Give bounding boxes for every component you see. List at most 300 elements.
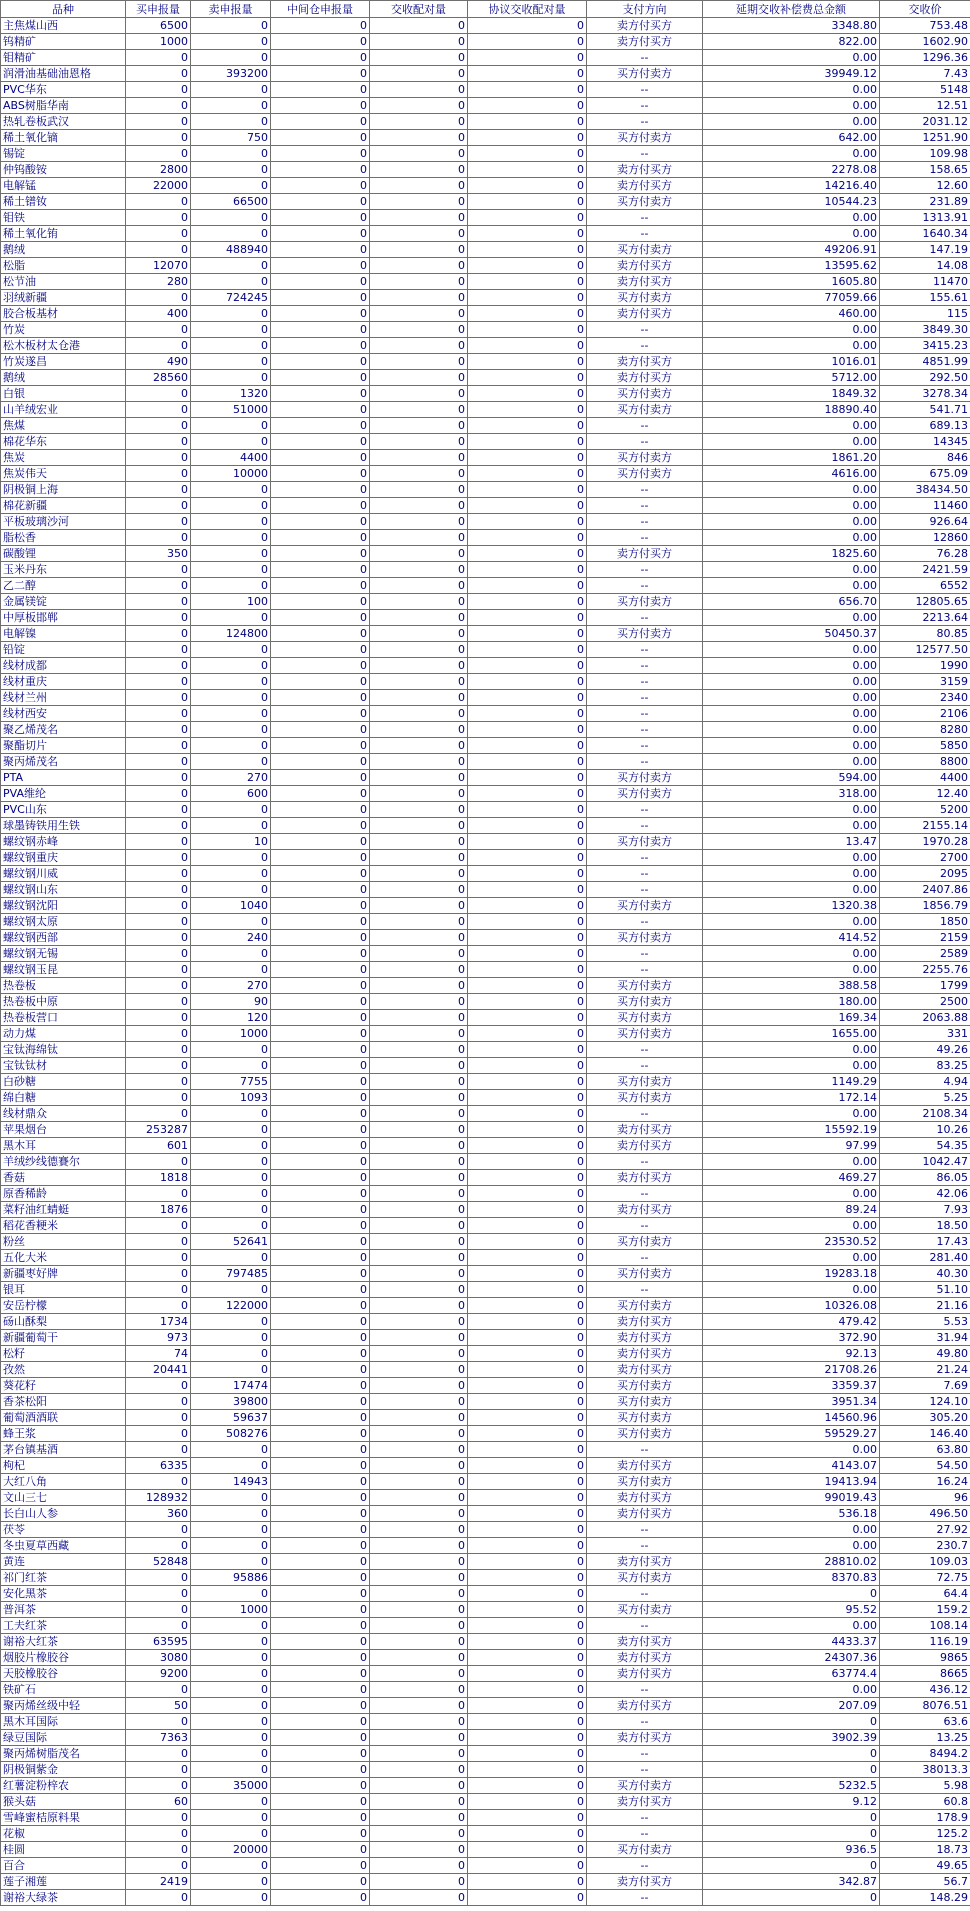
cell-pay-direction: 买方付卖方 [587, 450, 703, 466]
cell-pay-direction: -- [587, 1154, 703, 1170]
table-row [1, 1474, 970, 1490]
cell-matched-qty: 0 [370, 1090, 468, 1106]
cell-matched-qty: 0 [370, 1330, 468, 1346]
cell-sell-qty: 0 [191, 1746, 271, 1762]
cell-buy-qty: 0 [126, 722, 191, 738]
cell-variety: 安化黑茶 [1, 1586, 126, 1602]
cell-pay-direction: 买方付卖方 [587, 402, 703, 418]
cell-variety: 冬虫夏草西藏 [1, 1538, 126, 1554]
cell-matched-qty: 0 [370, 1490, 468, 1506]
table-row [1, 1410, 970, 1426]
cell-sell-qty: 1000 [191, 1602, 271, 1618]
cell-pay-direction: -- [587, 658, 703, 674]
table-body [1, 18, 970, 1906]
cell-variety: 谢裕大红茶 [1, 1634, 126, 1650]
cell-sell-qty: 0 [191, 882, 271, 898]
cell-sell-qty: 0 [191, 338, 271, 354]
cell-compensation-total: 23530.52 [703, 1234, 880, 1250]
cell-compensation-total: 656.70 [703, 594, 880, 610]
cell-delivery-price: 10.26 [880, 1122, 970, 1138]
cell-delivery-price: 109.03 [880, 1554, 970, 1570]
cell-pay-direction: 买方付卖方 [587, 1074, 703, 1090]
cell-sell-qty: 0 [191, 658, 271, 674]
table-row [1, 450, 970, 466]
cell-buy-qty: 0 [126, 1570, 191, 1586]
cell-delivery-price: 109.98 [880, 146, 970, 162]
cell-compensation-total: 0.00 [703, 1522, 880, 1538]
table-row [1, 1698, 970, 1714]
cell-compensation-total: 0.00 [703, 514, 880, 530]
cell-matched-qty: 0 [370, 130, 468, 146]
table-row [1, 786, 970, 802]
cell-sell-qty: 0 [191, 1138, 271, 1154]
cell-compensation-total: 0.00 [703, 946, 880, 962]
cell-sell-qty: 0 [191, 1762, 271, 1778]
cell-agreement-qty: 0 [468, 770, 587, 786]
cell-agreement-qty: 0 [468, 386, 587, 402]
table-row [1, 1362, 970, 1378]
cell-compensation-total: 936.5 [703, 1842, 880, 1858]
cell-middle-qty: 0 [271, 722, 370, 738]
cell-variety: 松木板材太仓港 [1, 338, 126, 354]
cell-delivery-price: 12.60 [880, 178, 970, 194]
cell-matched-qty: 0 [370, 1314, 468, 1330]
cell-agreement-qty: 0 [468, 962, 587, 978]
cell-pay-direction: 卖方付买方 [587, 1730, 703, 1746]
cell-variety: 铁矿石 [1, 1682, 126, 1698]
cell-delivery-price: 2106 [880, 706, 970, 722]
cell-compensation-total: 0.00 [703, 1106, 880, 1122]
cell-delivery-price: 12.51 [880, 98, 970, 114]
table-row [1, 834, 970, 850]
cell-buy-qty: 400 [126, 306, 191, 322]
cell-compensation-total: 13.47 [703, 834, 880, 850]
cell-middle-qty: 0 [271, 146, 370, 162]
cell-matched-qty: 0 [370, 1298, 468, 1314]
cell-middle-qty: 0 [271, 754, 370, 770]
table-row [1, 274, 970, 290]
cell-agreement-qty: 0 [468, 1010, 587, 1026]
cell-matched-qty: 0 [370, 1362, 468, 1378]
cell-buy-qty: 0 [126, 194, 191, 210]
table-row [1, 1218, 970, 1234]
table-row [1, 50, 970, 66]
cell-variety: 仲钨酸铵 [1, 162, 126, 178]
cell-agreement-qty: 0 [468, 370, 587, 386]
cell-sell-qty: 0 [191, 1362, 271, 1378]
cell-agreement-qty: 0 [468, 1266, 587, 1282]
cell-middle-qty: 0 [271, 1122, 370, 1138]
table-row [1, 1426, 970, 1442]
cell-variety: 菜籽油红蜻蜓 [1, 1202, 126, 1218]
cell-variety: 球墨铸铁用生铁 [1, 818, 126, 834]
cell-middle-qty: 0 [271, 1474, 370, 1490]
cell-agreement-qty: 0 [468, 1218, 587, 1234]
cell-middle-qty: 0 [271, 914, 370, 930]
table-row [1, 738, 970, 754]
cell-sell-qty: 0 [191, 146, 271, 162]
cell-middle-qty: 0 [271, 210, 370, 226]
cell-variety: 主焦煤山西 [1, 18, 126, 34]
cell-delivery-price: 60.8 [880, 1794, 970, 1810]
cell-sell-qty: 120 [191, 1010, 271, 1026]
cell-variety: 雪峰蜜桔原料果 [1, 1810, 126, 1826]
cell-middle-qty: 0 [271, 1426, 370, 1442]
table-row [1, 1266, 970, 1282]
cell-delivery-price: 8076.51 [880, 1698, 970, 1714]
cell-sell-qty: 0 [191, 1794, 271, 1810]
table-row [1, 1250, 970, 1266]
cell-delivery-price: 6552 [880, 578, 970, 594]
cell-delivery-price: 2155.14 [880, 818, 970, 834]
table-row [1, 498, 970, 514]
cell-middle-qty: 0 [271, 1826, 370, 1842]
cell-pay-direction: 买方付卖方 [587, 1778, 703, 1794]
cell-pay-direction: -- [587, 1218, 703, 1234]
cell-matched-qty: 0 [370, 658, 468, 674]
table-row [1, 898, 970, 914]
cell-delivery-price: 2589 [880, 946, 970, 962]
cell-pay-direction: 卖方付买方 [587, 1330, 703, 1346]
cell-middle-qty: 0 [271, 802, 370, 818]
table-row [1, 194, 970, 210]
cell-matched-qty: 0 [370, 34, 468, 50]
cell-variety: 鹅绒 [1, 242, 126, 258]
cell-buy-qty: 1876 [126, 1202, 191, 1218]
cell-sell-qty: 0 [191, 114, 271, 130]
cell-delivery-price: 2031.12 [880, 114, 970, 130]
cell-buy-qty: 20441 [126, 1362, 191, 1378]
cell-matched-qty: 0 [370, 690, 468, 706]
cell-pay-direction: 卖方付买方 [587, 1554, 703, 1570]
cell-variety: 砀山酥梨 [1, 1314, 126, 1330]
cell-matched-qty: 0 [370, 706, 468, 722]
cell-middle-qty: 0 [271, 1266, 370, 1282]
cell-variety: 平板玻璃沙河 [1, 514, 126, 530]
cell-delivery-price: 12860 [880, 530, 970, 546]
table-row [1, 226, 970, 242]
cell-matched-qty: 0 [370, 1682, 468, 1698]
cell-compensation-total: 4433.37 [703, 1634, 880, 1650]
cell-variety: ABS树脂华南 [1, 98, 126, 114]
cell-matched-qty: 0 [370, 1730, 468, 1746]
cell-pay-direction: 买方付卖方 [587, 290, 703, 306]
cell-matched-qty: 0 [370, 722, 468, 738]
cell-compensation-total: 0.00 [703, 226, 880, 242]
cell-delivery-price: 231.89 [880, 194, 970, 210]
cell-delivery-price: 146.40 [880, 1426, 970, 1442]
cell-delivery-price: 292.50 [880, 370, 970, 386]
cell-delivery-price: 49.65 [880, 1858, 970, 1874]
cell-middle-qty: 0 [271, 50, 370, 66]
cell-pay-direction: 卖方付买方 [587, 1698, 703, 1714]
cell-compensation-total: 0.00 [703, 690, 880, 706]
cell-buy-qty: 0 [126, 1074, 191, 1090]
cell-buy-qty: 490 [126, 354, 191, 370]
cell-variety: 润滑油基础油恩格 [1, 66, 126, 82]
cell-variety: 松节油 [1, 274, 126, 290]
cell-buy-qty: 0 [126, 802, 191, 818]
cell-middle-qty: 0 [271, 1026, 370, 1042]
cell-middle-qty: 0 [271, 994, 370, 1010]
cell-sell-qty: 0 [191, 18, 271, 34]
cell-compensation-total: 0.00 [703, 1154, 880, 1170]
cell-delivery-price: 1296.36 [880, 50, 970, 66]
cell-middle-qty: 0 [271, 866, 370, 882]
cell-middle-qty: 0 [271, 114, 370, 130]
cell-sell-qty: 0 [191, 498, 271, 514]
cell-matched-qty: 0 [370, 1666, 468, 1682]
cell-delivery-price: 689.13 [880, 418, 970, 434]
cell-buy-qty: 0 [126, 1890, 191, 1906]
cell-variety: 热轧卷板武汉 [1, 114, 126, 130]
cell-agreement-qty: 0 [468, 1234, 587, 1250]
cell-compensation-total: 0.00 [703, 1250, 880, 1266]
table-row [1, 1602, 970, 1618]
cell-delivery-price: 11460 [880, 498, 970, 514]
cell-agreement-qty: 0 [468, 1618, 587, 1634]
table-row [1, 402, 970, 418]
cell-pay-direction: -- [587, 514, 703, 530]
cell-matched-qty: 0 [370, 178, 468, 194]
cell-delivery-price: 12577.50 [880, 642, 970, 658]
cell-sell-qty: 0 [191, 1634, 271, 1650]
cell-compensation-total: 10326.08 [703, 1298, 880, 1314]
cell-middle-qty: 0 [271, 1682, 370, 1698]
cell-delivery-price: 49.26 [880, 1042, 970, 1058]
cell-variety: 乙二醇 [1, 578, 126, 594]
cell-delivery-price: 13.25 [880, 1730, 970, 1746]
cell-agreement-qty: 0 [468, 1538, 587, 1554]
cell-matched-qty: 0 [370, 1746, 468, 1762]
cell-buy-qty: 360 [126, 1506, 191, 1522]
cell-variety: 黑木耳国际 [1, 1714, 126, 1730]
cell-buy-qty: 0 [126, 594, 191, 610]
cell-sell-qty: 270 [191, 978, 271, 994]
cell-agreement-qty: 0 [468, 626, 587, 642]
cell-variety: 聚酯切片 [1, 738, 126, 754]
cell-sell-qty: 488940 [191, 242, 271, 258]
cell-agreement-qty: 0 [468, 866, 587, 882]
table-row [1, 1298, 970, 1314]
cell-matched-qty: 0 [370, 1762, 468, 1778]
cell-variety: 桂圆 [1, 1842, 126, 1858]
cell-buy-qty: 1734 [126, 1314, 191, 1330]
cell-agreement-qty: 0 [468, 130, 587, 146]
cell-sell-qty: 270 [191, 770, 271, 786]
cell-buy-qty: 0 [126, 1778, 191, 1794]
cell-matched-qty: 0 [370, 18, 468, 34]
cell-agreement-qty: 0 [468, 354, 587, 370]
cell-delivery-price: 51.10 [880, 1282, 970, 1298]
cell-matched-qty: 0 [370, 274, 468, 290]
cell-variety: 文山三七 [1, 1490, 126, 1506]
cell-middle-qty: 0 [271, 1538, 370, 1554]
cell-variety: 线材鼎众 [1, 1106, 126, 1122]
cell-buy-qty: 0 [126, 1522, 191, 1538]
table-row [1, 914, 970, 930]
cell-matched-qty: 0 [370, 306, 468, 322]
cell-pay-direction: -- [587, 690, 703, 706]
cell-sell-qty: 0 [191, 530, 271, 546]
cell-pay-direction: -- [587, 498, 703, 514]
cell-sell-qty: 0 [191, 914, 271, 930]
cell-buy-qty: 2419 [126, 1874, 191, 1890]
cell-buy-qty: 0 [126, 1378, 191, 1394]
cell-middle-qty: 0 [271, 1362, 370, 1378]
cell-sell-qty: 0 [191, 482, 271, 498]
cell-matched-qty: 0 [370, 530, 468, 546]
cell-matched-qty: 0 [370, 1042, 468, 1058]
cell-variety: 棉花新疆 [1, 498, 126, 514]
cell-buy-qty: 0 [126, 850, 191, 866]
cell-delivery-price: 436.12 [880, 1682, 970, 1698]
cell-agreement-qty: 0 [468, 642, 587, 658]
table-row [1, 114, 970, 130]
cell-pay-direction: 买方付卖方 [587, 1298, 703, 1314]
cell-middle-qty: 0 [271, 1858, 370, 1874]
cell-agreement-qty: 0 [468, 898, 587, 914]
table-row [1, 1842, 970, 1858]
table-row [1, 1618, 970, 1634]
cell-matched-qty: 0 [370, 146, 468, 162]
cell-compensation-total: 318.00 [703, 786, 880, 802]
cell-middle-qty: 0 [271, 1250, 370, 1266]
cell-variety: 绵白糖 [1, 1090, 126, 1106]
cell-pay-direction: 买方付卖方 [587, 594, 703, 610]
cell-middle-qty: 0 [271, 1330, 370, 1346]
cell-compensation-total: 207.09 [703, 1698, 880, 1714]
table-row [1, 514, 970, 530]
cell-middle-qty: 0 [271, 1394, 370, 1410]
cell-matched-qty: 0 [370, 370, 468, 386]
cell-pay-direction: -- [587, 1826, 703, 1842]
cell-variety: 白银 [1, 386, 126, 402]
header-middle-qty: 中间仓申报量 [271, 1, 370, 18]
cell-buy-qty: 6500 [126, 18, 191, 34]
cell-buy-qty: 0 [126, 114, 191, 130]
cell-pay-direction: 买方付卖方 [587, 786, 703, 802]
table-row [1, 290, 970, 306]
cell-compensation-total: 479.42 [703, 1314, 880, 1330]
cell-middle-qty: 0 [271, 306, 370, 322]
cell-middle-qty: 0 [271, 1042, 370, 1058]
cell-agreement-qty: 0 [468, 1666, 587, 1682]
cell-compensation-total: 0.00 [703, 610, 880, 626]
table-row [1, 1010, 970, 1026]
cell-buy-qty: 0 [126, 82, 191, 98]
cell-buy-qty: 0 [126, 498, 191, 514]
cell-compensation-total: 0.00 [703, 434, 880, 450]
cell-matched-qty: 0 [370, 450, 468, 466]
cell-agreement-qty: 0 [468, 786, 587, 802]
cell-matched-qty: 0 [370, 1842, 468, 1858]
cell-compensation-total: 0.00 [703, 418, 880, 434]
cell-pay-direction: -- [587, 754, 703, 770]
cell-matched-qty: 0 [370, 514, 468, 530]
cell-variety: 葵花籽 [1, 1378, 126, 1394]
cell-agreement-qty: 0 [468, 498, 587, 514]
cell-buy-qty: 0 [126, 482, 191, 498]
cell-compensation-total: 0.00 [703, 1682, 880, 1698]
cell-compensation-total: 0.00 [703, 562, 880, 578]
cell-variety: 原香稀龄 [1, 1186, 126, 1202]
cell-matched-qty: 0 [370, 610, 468, 626]
table-row [1, 1074, 970, 1090]
cell-pay-direction: 卖方付买方 [587, 1170, 703, 1186]
cell-buy-qty: 0 [126, 98, 191, 114]
table-row [1, 370, 970, 386]
table-row [1, 530, 970, 546]
table-row [1, 1202, 970, 1218]
cell-matched-qty: 0 [370, 354, 468, 370]
cell-middle-qty: 0 [271, 1010, 370, 1026]
cell-pay-direction: -- [587, 818, 703, 834]
cell-agreement-qty: 0 [468, 482, 587, 498]
cell-delivery-price: 17.43 [880, 1234, 970, 1250]
cell-sell-qty: 797485 [191, 1266, 271, 1282]
cell-variety: 螺纹钢玉昆 [1, 962, 126, 978]
cell-buy-qty: 0 [126, 706, 191, 722]
table-row [1, 1682, 970, 1698]
cell-matched-qty: 0 [370, 1522, 468, 1538]
cell-middle-qty: 0 [271, 162, 370, 178]
cell-middle-qty: 0 [271, 274, 370, 290]
cell-compensation-total: 0.00 [703, 98, 880, 114]
cell-matched-qty: 0 [370, 962, 468, 978]
cell-buy-qty: 0 [126, 226, 191, 242]
cell-compensation-total: 0.00 [703, 1218, 880, 1234]
cell-agreement-qty: 0 [468, 530, 587, 546]
cell-agreement-qty: 0 [468, 690, 587, 706]
cell-delivery-price: 753.48 [880, 18, 970, 34]
cell-delivery-price: 4400 [880, 770, 970, 786]
cell-buy-qty: 0 [126, 530, 191, 546]
cell-middle-qty: 0 [271, 738, 370, 754]
cell-variety: 焦炭 [1, 450, 126, 466]
cell-agreement-qty: 0 [468, 194, 587, 210]
cell-pay-direction: 买方付卖方 [587, 1010, 703, 1026]
table-row [1, 594, 970, 610]
cell-compensation-total: 0.00 [703, 1058, 880, 1074]
cell-sell-qty: 0 [191, 1106, 271, 1122]
cell-variety: 苹果烟台 [1, 1122, 126, 1138]
cell-sell-qty: 0 [191, 1538, 271, 1554]
cell-agreement-qty: 0 [468, 1842, 587, 1858]
table-row [1, 210, 970, 226]
cell-pay-direction: 卖方付买方 [587, 1346, 703, 1362]
cell-compensation-total: 97.99 [703, 1138, 880, 1154]
cell-variety: 花椒 [1, 1826, 126, 1842]
cell-delivery-price: 14.08 [880, 258, 970, 274]
cell-variety: 聚丙烯茂名 [1, 754, 126, 770]
cell-delivery-price: 926.64 [880, 514, 970, 530]
cell-delivery-price: 541.71 [880, 402, 970, 418]
cell-variety: 热卷板营口 [1, 1010, 126, 1026]
cell-buy-qty: 0 [126, 610, 191, 626]
cell-compensation-total: 0.00 [703, 738, 880, 754]
cell-compensation-total: 0.00 [703, 482, 880, 498]
cell-delivery-price: 124.10 [880, 1394, 970, 1410]
cell-middle-qty: 0 [271, 962, 370, 978]
cell-pay-direction: 买方付卖方 [587, 1410, 703, 1426]
cell-pay-direction: 卖方付买方 [587, 1490, 703, 1506]
cell-matched-qty: 0 [370, 930, 468, 946]
cell-matched-qty: 0 [370, 1634, 468, 1650]
cell-buy-qty: 0 [126, 1618, 191, 1634]
cell-compensation-total: 0.00 [703, 50, 880, 66]
cell-delivery-price: 1640.34 [880, 226, 970, 242]
